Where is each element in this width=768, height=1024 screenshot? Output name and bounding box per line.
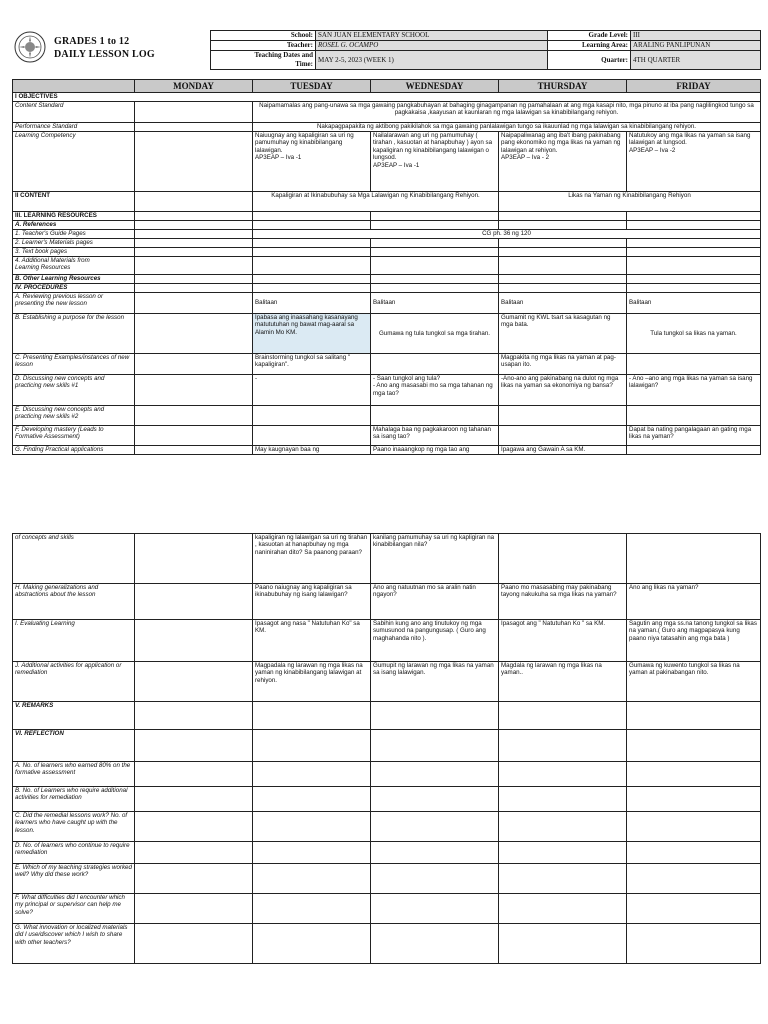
learning-competency-label: Learning Competency (13, 132, 135, 192)
references-label: A. References (13, 221, 135, 230)
reflection-d-label: D. No. of learners who continue to require remediation (13, 842, 135, 864)
learning-area-label: Learning Area: (548, 41, 631, 51)
quarter-value: 4TH QUARTER (631, 51, 761, 70)
procedure-g-thursday: Ipagawa ang Gawain A sa KM. (499, 446, 627, 455)
lm-pages-label: 2. Learner's Materials pages (13, 239, 135, 248)
procedure-c-monday (135, 354, 253, 375)
tg-pages-monday (135, 230, 253, 239)
procedure-b-friday: Tula tungkol sa likas na yaman. (627, 314, 761, 354)
procedure-g-monday (135, 446, 253, 455)
learning-area-value: ARALING PANLIPUNAN (631, 41, 761, 51)
additional-materials-label (13, 257, 135, 275)
remarks-label: V. REMARKS (13, 702, 135, 730)
content-standard-monday (135, 102, 253, 123)
corner-cell (13, 80, 135, 93)
procedure-i-label: I. Evaluating Learning (13, 620, 135, 662)
procedure-a-monday (135, 293, 253, 314)
dates-label (211, 51, 316, 70)
tg-pages-value: CG ph. 36 ng 120 (253, 230, 761, 239)
procedure-f-tuesday (253, 426, 371, 446)
dates-label-line1: Teaching Dates and (254, 51, 313, 59)
procedure-h-thursday: Paano mo masasabing may pakinabang tayong nakukuha sa mga likas na yaman? (499, 584, 627, 620)
procedure-h-monday (135, 584, 253, 620)
content-tue-wed: Kapaligiran at Ikinabubuhay sa Mga Lalawigan ng Kinabibilangang Rehiyon. (253, 192, 499, 212)
reflection-heading: VI. REFLECTION (13, 730, 135, 762)
day-header-wednesday: WEDNESDAY (371, 80, 499, 93)
procedure-f-monday (135, 426, 253, 446)
reflection-f-label: F. What difficulties did I encounter which my principal or supervisor can help me solve? (13, 894, 135, 924)
procedure-i-monday (135, 620, 253, 662)
tg-pages-label: 1. Teacher's Guide Pages (13, 230, 135, 239)
procedure-b-tuesday: Ipabasa ang inaasahang kasanayang matututuhan ng bawat mag-aaral sa Alamin Mo KM. (253, 314, 371, 354)
procedure-i-tuesday: Ipasagot ang nasa " Natutuhan Ko" sa KM. (253, 620, 371, 662)
day-header-tuesday: TUESDAY (253, 80, 371, 93)
school-label: School: (211, 31, 316, 41)
procedures-heading: IV. PROCEDURES (13, 284, 135, 293)
procedure-g-wednesday: Paano inaaangkop ng mga tao ang (371, 446, 499, 455)
procedure-b-wednesday: Gumawa ng tula tungkol sa mga tirahan. (371, 314, 499, 354)
procedure-b-label: B. Establishing a purpose for the lesson (13, 314, 135, 354)
performance-standard-value: Nakapagpapakita ng aktibong pakikilahok sa mga gawaing panlalawigan tungo sa ikauunlad ng mga lalawigan sa kinabibilangang rehiyon. (253, 123, 761, 132)
procedure-d-tuesday: - (253, 375, 371, 406)
procedure-a-tuesday: Balitaan (253, 293, 371, 314)
procedure-f-thursday (499, 426, 627, 446)
quarter-label: Quarter: (548, 51, 631, 70)
procedure-g-label: G. Finding Practical applications (13, 446, 135, 455)
reflection-b-label: B. No. of Learners who require additional activities for remediation (13, 787, 135, 812)
procedure-h-label: H. Making generalizations and abstractions about the lesson (13, 584, 135, 620)
form-title: GRADES 1 to 12 (54, 36, 130, 47)
additional-materials-line2: Learning Resources (15, 264, 71, 272)
header-info-table (210, 30, 761, 70)
additional-materials-line1: 4. Additional Materials from (15, 257, 90, 264)
procedure-h-tuesday: Paano naiugnay ang kapaligiran sa ikinabubuhay ng isang lalawigan? (253, 584, 371, 620)
procedure-i-wednesday: Sabihin kung ano ang tinutukoy ng mga sumusunod na pangungusap. ( Guro ang maghahanda nito ). (371, 620, 499, 662)
procedure-a-friday: Balitaan (627, 293, 761, 314)
reflection-g-label: G. What innovation or localized materials did I use/discover which I wish to share with other teachers? (13, 924, 135, 964)
procedure-g-tuesday: May kaugnayan baa ng (253, 446, 371, 455)
procedure-f-friday: Dapat ba nating pangalagaan an gating mga likas na yaman? (627, 426, 761, 446)
grade-level-label: Grade Level: (548, 31, 631, 41)
procedure-e-label: E. Discussing new concepts and practicing new skills #2 (13, 406, 135, 426)
procedure-g-label-cont: of concepts and skills (13, 534, 135, 584)
procedure-g-tuesday-cont: kapaligiran ng lalawigan sa uri ng tirahan , kasuotan at hanapbuhay ng mga naninirahan dito? Sa paanong paraan? (253, 534, 371, 584)
procedure-h-wednesday: Ano ang natuutnan mo sa aralin natin ngayon? (371, 584, 499, 620)
performance-standard-label: Performance Standard (13, 123, 135, 132)
procedure-c-thursday: Magpakita ng mga likas na yaman at pag-usapan ito. (499, 354, 627, 375)
procedure-d-friday: - Ano –ano ang mga likas na yaman sa isang lalawigan? (627, 375, 761, 406)
procedure-a-label: A. Reviewing previous lesson or presenting the new lesson (13, 293, 135, 314)
day-header-thursday: THURSDAY (499, 80, 627, 93)
teacher-label: Teacher: (211, 41, 316, 51)
procedure-a-thursday: Balitaan (499, 293, 627, 314)
lc-wednesday: Nailalarawan ang uri ng pamumuhay ( tirahan , kasuotan at hanapbuhay ) ayon sa kapaligiran ng kinabibilangang lalawigan o lungsod. AP3EAP – Iva -1 (371, 132, 499, 192)
lc-friday: Natutukoy ang mga likas na yaman sa isang lalawigan at lungsod. AP3EAP – Iva -2 (627, 132, 761, 192)
day-header-friday: FRIDAY (627, 80, 761, 93)
content-standard-label: Content Standard (13, 102, 135, 123)
content-label: II CONTENT (13, 192, 135, 212)
procedure-j-tuesday: Magpadala ng larawan ng mga likas na yaman ng kinabibilangang lalawigan at rehiyon. (253, 662, 371, 702)
section-objectives: I OBJECTIVES (13, 93, 761, 102)
day-header-monday: MONDAY (135, 80, 253, 93)
procedure-j-wednesday: Gumupit ng larawan ng mga likas na yaman sa isang lalawigan. (371, 662, 499, 702)
lc-tuesday: Naiuugnay ang kapaligiran sa uri ng pamumuhay ng kinabibilangang lalawigan. AP3EAP – Iva -1 (253, 132, 371, 192)
procedure-d-monday (135, 375, 253, 406)
lc-thursday: Naipapaliwanag ang iba't ibang pakinabang pang ekonomiko ng mga likas na yaman ng lalawigan at rehiyon. AP3EAP – Iva - 2 (499, 132, 627, 192)
procedure-i-friday: Sagutin ang mga ss.na tanong tungkol sa likas na yaman.( Guro ang magpapasya kung paano niya tatasahin ang mga bata ) (627, 620, 761, 662)
content-monday (135, 192, 253, 212)
dll-table-part1 (12, 79, 761, 455)
dll-table-part2 (12, 533, 761, 964)
procedure-g-wednesday-cont: kanilang pamumuhay sa uri ng kapligiran na kinabibilangan nila? (371, 534, 499, 584)
procedure-g-friday (627, 446, 761, 455)
resources-heading: III. LEARNING RESOURCES (13, 212, 135, 221)
procedure-d-label: D. Discussing new concepts and practicing new skills #1 (13, 375, 135, 406)
dates-label-line2: Time: (295, 60, 313, 68)
deped-seal-icon (14, 31, 46, 63)
procedure-c-friday (627, 354, 761, 375)
procedure-d-wednesday: - Saan tungkol ang tula? - Ano ang masasabi mo sa mga tahanan ng mga tao? (371, 375, 499, 406)
procedure-h-friday: Ano ang likas na yaman? (627, 584, 761, 620)
teacher-value: ROSEL G. OCAMPO (316, 41, 548, 51)
lc-monday (135, 132, 253, 192)
reflection-e-label: E. Which of my teaching strategies worked well? Why did these work? (13, 864, 135, 894)
procedure-f-label: F. Developing mastery (Leads to Formative Assessment) (13, 426, 135, 446)
procedure-d-thursday: -Ano-ano ang pakinabang na dulot ng mga likas na yaman sa ekonomiya ng bansa? (499, 375, 627, 406)
procedure-i-thursday: Ipasagot ang " Natutuhan Ko " sa KM. (499, 620, 627, 662)
content-standard-value: Naipamamalas ang pang-unawa sa mga gawaing pangkabuhayan at bahaging ginagampanan ng pamahalaan at ang mga kasapi nito, mga pinuno at iba pang naglilingkod tungo sa pagkakaisa ,kaayusan at kaunlaran ng mga lalawigan sa kinabibilangang rehiyon. (253, 102, 761, 123)
grade-level-value: III (631, 31, 761, 41)
procedure-a-wednesday: Balitaan (371, 293, 499, 314)
form-subtitle: DAILY LESSON LOG (54, 49, 155, 60)
reflection-a-label: A. No. of learners who earned 80% on the formative assessment (13, 762, 135, 787)
procedure-j-label: J. Additional activities for application or remediation (13, 662, 135, 702)
dates-value: MAY 2-5, 2023 (WEEK 1) (316, 51, 548, 70)
procedure-j-monday (135, 662, 253, 702)
content-thu-fri: Likas na Yaman ng Kinabibilangang Rehiyon (499, 192, 761, 212)
performance-standard-monday (135, 123, 253, 132)
other-resources-label: B. Other Learning Resources (13, 275, 135, 284)
reflection-c-label: C. Did the remedial lessons work? No. of learners who have caught up with the lesson. (13, 812, 135, 842)
school-value: SAN JUAN ELEMENTARY SCHOOL (316, 31, 548, 41)
procedure-b-thursday: Gumamit ng KWL tsart sa kasagutan ng mga bata. (499, 314, 627, 354)
procedure-b-monday (135, 314, 253, 354)
procedure-c-wednesday (371, 354, 499, 375)
procedure-c-tuesday: Brainstorming tungkol sa salitang " kapaligiran". (253, 354, 371, 375)
procedure-j-thursday: Magdala ng larawan ng mga likas na yaman.. (499, 662, 627, 702)
procedure-j-friday: Gumawa ng kuwento tungkol sa likas na yaman at pakinabangan nito. (627, 662, 761, 702)
procedure-f-wednesday: Mahalaga baa ng pagkakaroon ng tahanan sa isang tao? (371, 426, 499, 446)
procedure-c-label: C. Presenting Examples/instances of new lesson (13, 354, 135, 375)
tb-pages-label: 3. Text book pages (13, 248, 135, 257)
